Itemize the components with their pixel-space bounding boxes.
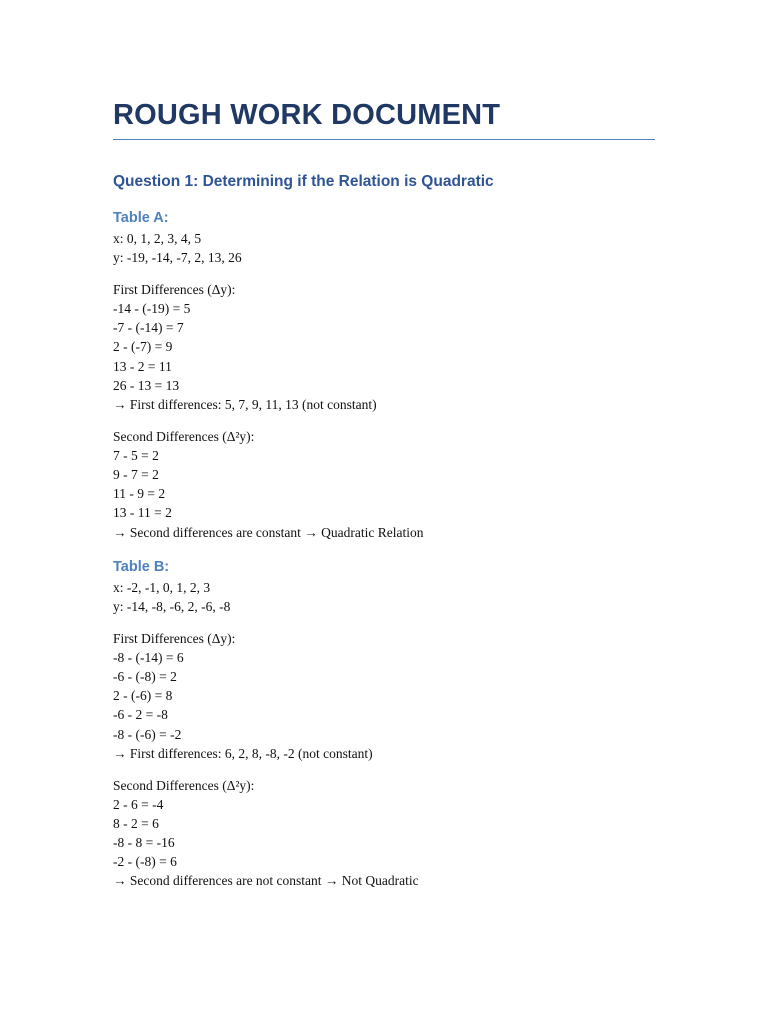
table-a-second-diff-heading: Second Differences (Δ²y): xyxy=(113,428,255,444)
table-b-second-diff-line: -2 - (-8) = 6 xyxy=(113,854,177,870)
table-b-section xyxy=(113,556,655,891)
table-a-second-diff-line: 11 - 9 = 2 xyxy=(113,486,166,502)
table-b-first-diff-line: -8 - (-14) = 6 xyxy=(113,649,184,665)
table-a-first-diff-line: 2 - (-7) = 9 xyxy=(113,339,173,355)
table-b-first-diff-line: -8 - (-6) = -2 xyxy=(113,726,182,742)
table-b-x-values: x: -2, -1, 0, 1, 2, 3 xyxy=(113,579,211,595)
table-a-x-values: x: 0, 1, 2, 3, 4, 5 xyxy=(113,231,202,246)
table-a-heading: Table A: xyxy=(113,210,169,226)
table-b-second-diff-line: 8 - 2 = 6 xyxy=(113,815,159,831)
table-b-y-values: y: -14, -8, -6, 2, -6, -8 xyxy=(113,599,231,614)
table-b-second-diff-heading: Second Differences (Δ²y): xyxy=(113,777,255,793)
document-content xyxy=(113,95,655,891)
table-b-first-diff-line: -6 - (-8) = 2 xyxy=(113,669,177,685)
table-a-second-diff-line: 7 - 5 = 2 xyxy=(113,447,159,463)
table-a-first-diff-heading: First Differences (Δy): xyxy=(113,281,236,297)
document-title: ROUGH WORK DOCUMENT xyxy=(113,95,655,140)
table-b-second-diff-summary: → Second differences are not constant → Not Quadratic xyxy=(113,873,419,889)
table-a-second-diff-line: 13 - 11 = 2 xyxy=(113,505,172,521)
table-a-first-diff-summary: → First differences: 5, 7, 9, 11, 13 (not constant) xyxy=(113,397,377,412)
table-a-y-values: y: -19, -14, -7, 2, 13, 26 xyxy=(113,250,242,266)
table-b-first-diff-summary: → First differences: 6, 2, 8, -8, -2 (not constant) xyxy=(113,745,373,761)
table-b-first-diff-heading: First Differences (Δy): xyxy=(113,630,236,646)
table-a-first-diff-line: 26 - 13 = 13 xyxy=(113,377,180,393)
table-b-second-diff-line: -8 - 8 = -16 xyxy=(113,835,175,851)
question-heading: Question 1: Determining if the Relation is Quadratic xyxy=(113,173,494,190)
table-a-first-diff-line: -7 - (-14) = 7 xyxy=(113,320,184,336)
table-a-first-diff-line: 13 - 2 = 11 xyxy=(113,358,172,374)
table-b-second-diff-line: 2 - 6 = -4 xyxy=(113,796,164,812)
table-a-first-diff-line: -14 - (-19) = 5 xyxy=(113,301,191,317)
table-b-heading: Table B: xyxy=(113,558,170,575)
table-a-section xyxy=(113,207,655,542)
table-a-second-diff-summary: → Second differences are constant → Quadratic Relation xyxy=(113,524,424,540)
table-a-second-diff-line: 9 - 7 = 2 xyxy=(113,467,159,483)
table-b-first-diff-line: 2 - (-6) = 8 xyxy=(113,688,173,704)
table-b-first-diff-line: -6 - 2 = -8 xyxy=(113,707,168,723)
